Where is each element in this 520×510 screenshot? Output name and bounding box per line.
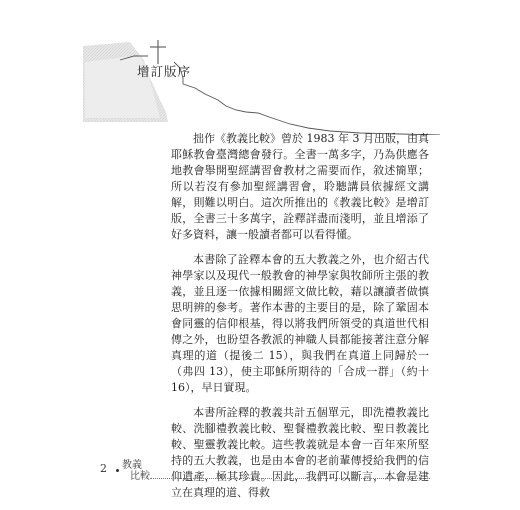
running-title-line1: 教義 [122, 460, 142, 471]
running-title [122, 460, 150, 482]
body-text [171, 131, 429, 510]
header-illustration [0, 0, 520, 135]
bullet-dot-icon [116, 469, 119, 472]
page-footer [100, 462, 430, 482]
hill-shading [83, 42, 168, 122]
running-title-line2: 比較 [130, 471, 150, 482]
paragraph-1: 拙作《教義比較》曾於 1983 年 3 月出版，由真耶穌教會臺灣總會發行。全書一萬多字，乃為供應各地教會舉開聖經講習會教材之需要而作，敘述簡單；所以若沒有參加聖經講習會，聆聽講員依據經文講解，則難以明白。這次所推出的《教義比較》是增訂版，全書三十多萬字，詮釋詳盡而淺明，並且增添了好多資料，讓一般讀者都可以看得懂。 [171, 132, 429, 241]
footer-rule [150, 478, 430, 479]
paragraph-2: 本書除了詮釋本會的五大教義之外，也介紹古代神學家以及現代一般教會的神學家與牧師所主張的教義，並且逐一依據相關經文做比較，藉以讓讀者做慎思明辨的參考。著作本書的主要目的是，除了鞏固本會同靈的信仰根基，得以將我們所領受的真道世代相傳之外，也盼望各教派的神職人員都能接著注意分解真理的道（提後二 15），與我們在真道上同歸於一（弗四 13），使主耶穌所期待的「合成一群」（約十 16），早日實現。 [171, 253, 429, 394]
page-number: 2 [100, 462, 107, 475]
cross-icon [150, 40, 166, 64]
section-title: 增訂版序 [137, 64, 192, 79]
paragraph-3: 本書所詮釋的教義共計五個單元，即洗禮教義比較、洗腳禮教義比較、聖餐禮教義比較、聖日教義比較、聖靈教義比較。這些教義就是本會一百年來所堅持的五大教義，也是由本會的老前輩傳授給我們的信仰遺產，極其珍貴。因此，我們可以斷言，本會是建立在真理的道、得救 [171, 406, 429, 499]
